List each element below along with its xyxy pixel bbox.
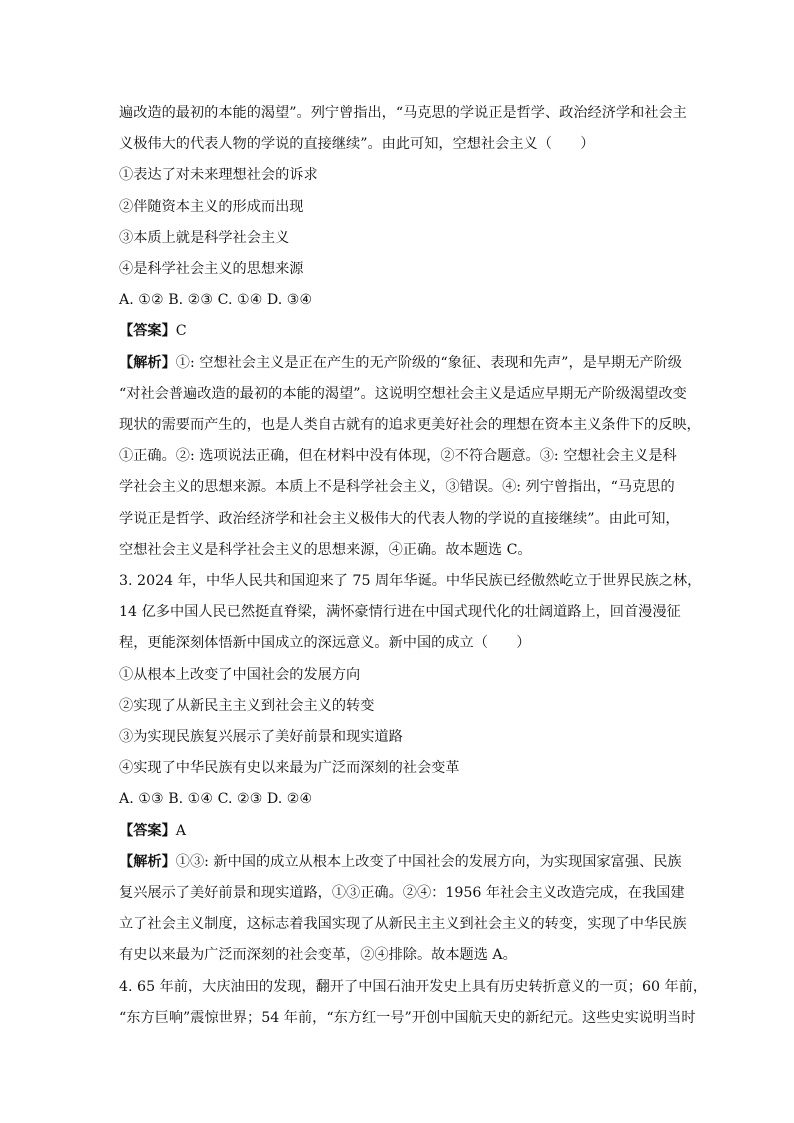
- text-line: “对社会普遍改造的最初的本能的渴望”。这说明空想社会主义是适应早期无产阶级渴望改变: [119, 385, 687, 402]
- text-line: ③为实现民族复兴展示了美好前景和现实道路: [119, 729, 403, 746]
- text-line: 程，更能深刻体悟新中国成立的深远意义。新中国的成立（ ）: [119, 635, 531, 652]
- text-line: ④实现了中华民族有史以来最为广泛而深刻的社会变革: [119, 760, 460, 777]
- text-line: 学说正是哲学、政治经济学和社会主义极伟大的代表人物的学说的直接继续”。由此可知，: [119, 510, 680, 527]
- text-line: 复兴展示了美好前景和现实道路，①③正确。②④：1956 年社会主义改造完成，在我国建: [119, 885, 685, 902]
- text-line: [119, 816, 679, 847]
- text-line: [119, 316, 679, 347]
- text-line: 4. 65 年前，大庆油田的发现，翻开了中国石油开发史上具有历史转折意义的一页；60 年前，: [119, 978, 708, 995]
- text-line: ②实现了从新民主主义到社会主义的转变: [119, 697, 375, 714]
- text-line: 义极伟大的代表人物的学说的直接继续”。由此可知，空想社会主义（ ）: [119, 136, 595, 153]
- text-line: 现状的需要而产生的，也是人类自古就有的追求更美好社会的理想在资本主义条件下的反映，: [119, 417, 701, 434]
- text-line: ①表达了对未来理想社会的诉求: [119, 167, 318, 184]
- document-body: [119, 98, 708, 1034]
- text-line: [119, 348, 682, 379]
- text-line: A. ①③ B. ①④ C. ②③ D. ②④: [119, 791, 313, 808]
- text-line: 立了社会主义制度，这标志着我国实现了从新民主主义到社会主义的转变，实现了中华民族: [119, 916, 687, 933]
- text-line: 空想社会主义是科学社会主义的思想来源，④正确。故本题选 C。: [119, 541, 532, 558]
- analysis-text: ①: 空想社会主义是正在产生的无产阶级的“象征、表现和先声”，是早期无产阶级: [175, 354, 682, 371]
- text-line: ③本质上就是科学社会主义: [119, 229, 290, 246]
- answer-label: 【答案】: [119, 822, 176, 839]
- analysis-label: 【解析】: [119, 853, 176, 870]
- text-line: 学社会主义的思想来源。本质上不是科学社会主义，③错误。④: 列宁曾指出，“马克思的: [119, 479, 675, 496]
- answer-text: A: [175, 822, 187, 839]
- answer-label: 【答案】: [119, 323, 176, 340]
- text-line: 遍改造的最初的本能的渴望”。列宁曾指出，“马克思的学说正是哲学、政治经济学和社会主: [119, 105, 687, 121]
- text-line: ④是科学社会主义的思想来源: [119, 261, 304, 278]
- analysis-label: 【解析】: [119, 354, 176, 371]
- analysis-text: ①③: 新中国的成立从根本上改变了中国社会的发展方向，为实现国家富强、民族: [175, 853, 682, 870]
- text-line: ①从根本上改变了中国社会的发展方向: [119, 666, 361, 683]
- text-line: “东方巨响”震惊世界；54 年前，“东方红一号”开创中国航天史的新纪元。这些史实说明当时: [119, 1009, 696, 1026]
- text-line: [119, 847, 682, 878]
- text-line: A. ①② B. ②③ C. ①④ D. ③④: [119, 292, 313, 309]
- text-line: ①正确。②: 选项说法正确，但在材料中没有体现，②不符合题意。③: 空想社会主义是科: [119, 448, 677, 465]
- text-line: ②伴随资本主义的形成而出现: [119, 198, 304, 215]
- text-line: 3. 2024 年，中华人民共和国迎来了 75 周年华诞。中华民族已经傲然屹立于世界民族之林，: [119, 573, 702, 590]
- answer-text: C: [175, 323, 187, 340]
- text-line: 14 亿多中国人民已然挺直脊梁，满怀豪情行进在中国式现代化的壮阔道路上，回首漫漫征: [119, 604, 681, 621]
- text-line: 有史以来最为广泛而深刻的社会变革，②④排除。故本题选 A。: [119, 947, 517, 964]
